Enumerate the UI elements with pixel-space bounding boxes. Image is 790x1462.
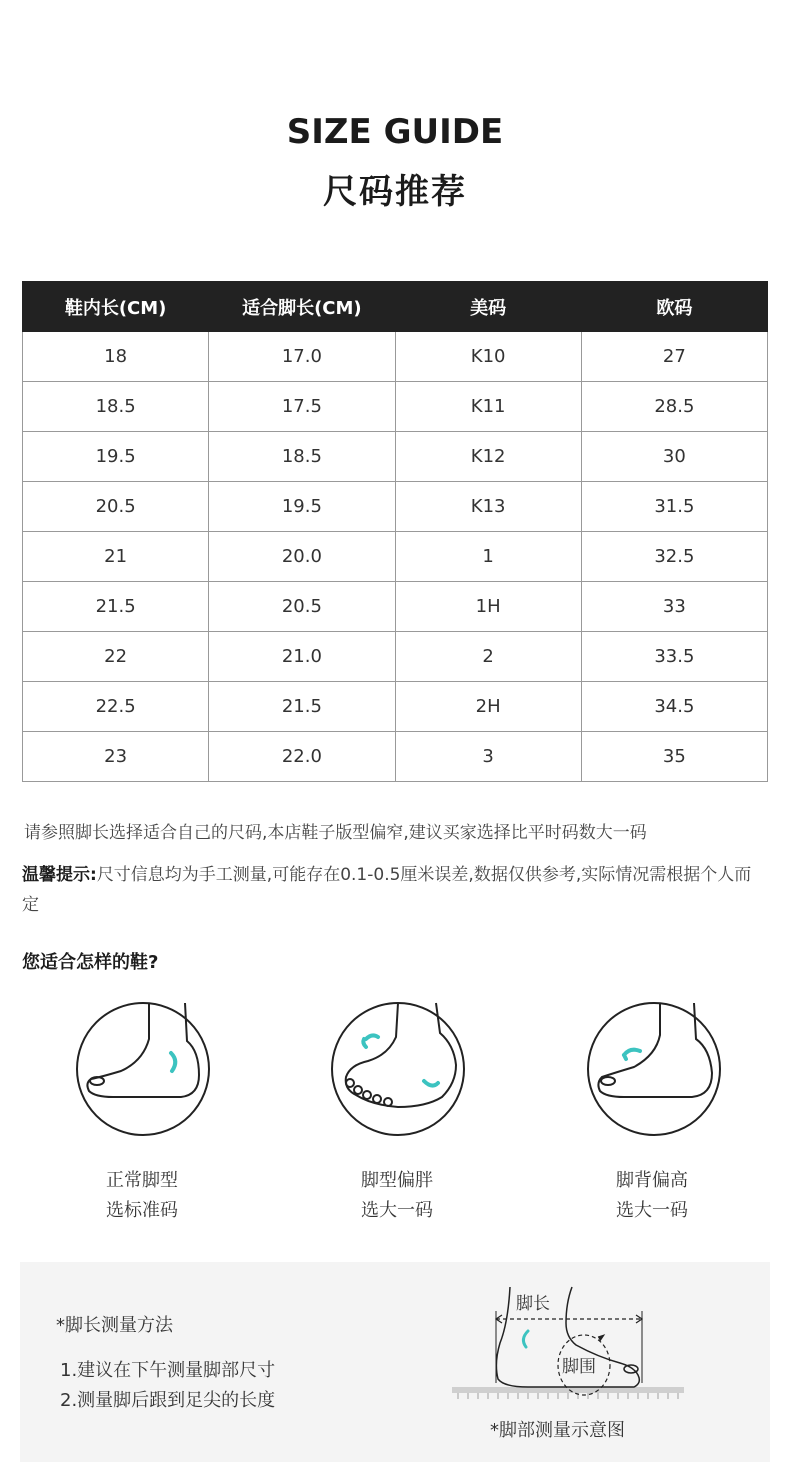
foot-type-line2: 选标准码 <box>106 1200 178 1221</box>
table-cell: 23 <box>23 732 209 782</box>
measure-heading: *脚长测量方法 <box>56 1315 173 1336</box>
column-header: 适合脚长(CM) <box>209 282 395 332</box>
table-cell: 2 <box>395 632 581 682</box>
foot-type-line1: 正常脚型 <box>106 1170 178 1191</box>
fit-tip: 请参照脚长选择适合自己的尺码,本店鞋子版型偏窄,建议买家选择比平时码数大一码 <box>24 823 647 843</box>
table-cell: 33 <box>581 582 767 632</box>
table-cell: 3 <box>395 732 581 782</box>
foot-type-line2: 选大一码 <box>616 1200 688 1221</box>
foot-type-line1: 脚背偏高 <box>616 1170 688 1191</box>
measure-step: 1.建议在下午测量脚部尺寸 <box>60 1360 276 1381</box>
table-cell: 22.5 <box>23 682 209 732</box>
table-cell: 22.0 <box>209 732 395 782</box>
table-cell: 35 <box>581 732 767 782</box>
table-header-row <box>23 282 768 332</box>
table-cell: 27 <box>581 332 767 382</box>
page-title-cn: 尺码推荐 <box>323 172 467 212</box>
table-row <box>23 432 768 482</box>
table-row <box>23 482 768 532</box>
foot-type-caption <box>567 1166 737 1226</box>
table-cell: 21.5 <box>23 582 209 632</box>
foot-type-caption <box>57 1166 227 1226</box>
warm-tip <box>22 860 767 920</box>
diagram-length-label: 脚长 <box>516 1294 550 1314</box>
page-title-en: SIZE GUIDE <box>286 112 504 152</box>
high-instep-foot-icon <box>584 999 724 1139</box>
table-body <box>23 332 768 782</box>
table-cell: 30 <box>581 432 767 482</box>
foot-measure-diagram <box>448 1283 688 1413</box>
table-row <box>23 382 768 432</box>
table-cell: 34.5 <box>581 682 767 732</box>
warm-tip-text: 尺寸信息均为手工测量,可能存在0.1-0.5厘米误差,数据仅供参考,实际情况需根据个人而定 <box>22 865 752 915</box>
diagram-caption: *脚部测量示意图 <box>490 1420 625 1441</box>
table-cell: 18.5 <box>23 382 209 432</box>
table-cell: 18.5 <box>209 432 395 482</box>
table-cell: 2H <box>395 682 581 732</box>
table-cell: 19.5 <box>209 482 395 532</box>
foot-type-line1: 脚型偏胖 <box>361 1170 433 1191</box>
table-row <box>23 582 768 632</box>
table-cell: 31.5 <box>581 482 767 532</box>
table-cell: 33.5 <box>581 632 767 682</box>
table-cell: 17.5 <box>209 382 395 432</box>
column-header: 鞋内长(CM) <box>23 282 209 332</box>
table-cell: 20.0 <box>209 532 395 582</box>
table-cell: 1H <box>395 582 581 632</box>
table-row <box>23 632 768 682</box>
diagram-girth-label: 脚围 <box>562 1357 596 1377</box>
table-cell: 28.5 <box>581 382 767 432</box>
table-cell: 22 <box>23 632 209 682</box>
size-table <box>22 281 768 782</box>
table-cell: 21 <box>23 532 209 582</box>
table-row <box>23 532 768 582</box>
warm-tip-label: 温馨提示: <box>22 865 97 885</box>
normal-foot-icon <box>73 999 213 1139</box>
table-cell: 21.0 <box>209 632 395 682</box>
table-cell: 1 <box>395 532 581 582</box>
table-cell: 32.5 <box>581 532 767 582</box>
table-row <box>23 682 768 732</box>
table-cell: 20.5 <box>209 582 395 632</box>
table-cell: 21.5 <box>209 682 395 732</box>
table-cell: 17.0 <box>209 332 395 382</box>
measure-step: 2.测量脚后跟到足尖的长度 <box>60 1390 276 1411</box>
table-row <box>23 332 768 382</box>
foot-type-title: 您适合怎样的鞋? <box>22 952 159 973</box>
foot-type-line2: 选大一码 <box>361 1200 433 1221</box>
table-cell: 19.5 <box>23 432 209 482</box>
table-cell: K10 <box>395 332 581 382</box>
column-header: 美码 <box>395 282 581 332</box>
foot-type-caption <box>312 1166 482 1226</box>
wide-foot-icon <box>328 999 468 1139</box>
table-cell: 20.5 <box>23 482 209 532</box>
table-cell: 18 <box>23 332 209 382</box>
column-header: 欧码 <box>581 282 767 332</box>
table-cell: K13 <box>395 482 581 532</box>
table-cell: K11 <box>395 382 581 432</box>
table-row <box>23 732 768 782</box>
table-cell: K12 <box>395 432 581 482</box>
